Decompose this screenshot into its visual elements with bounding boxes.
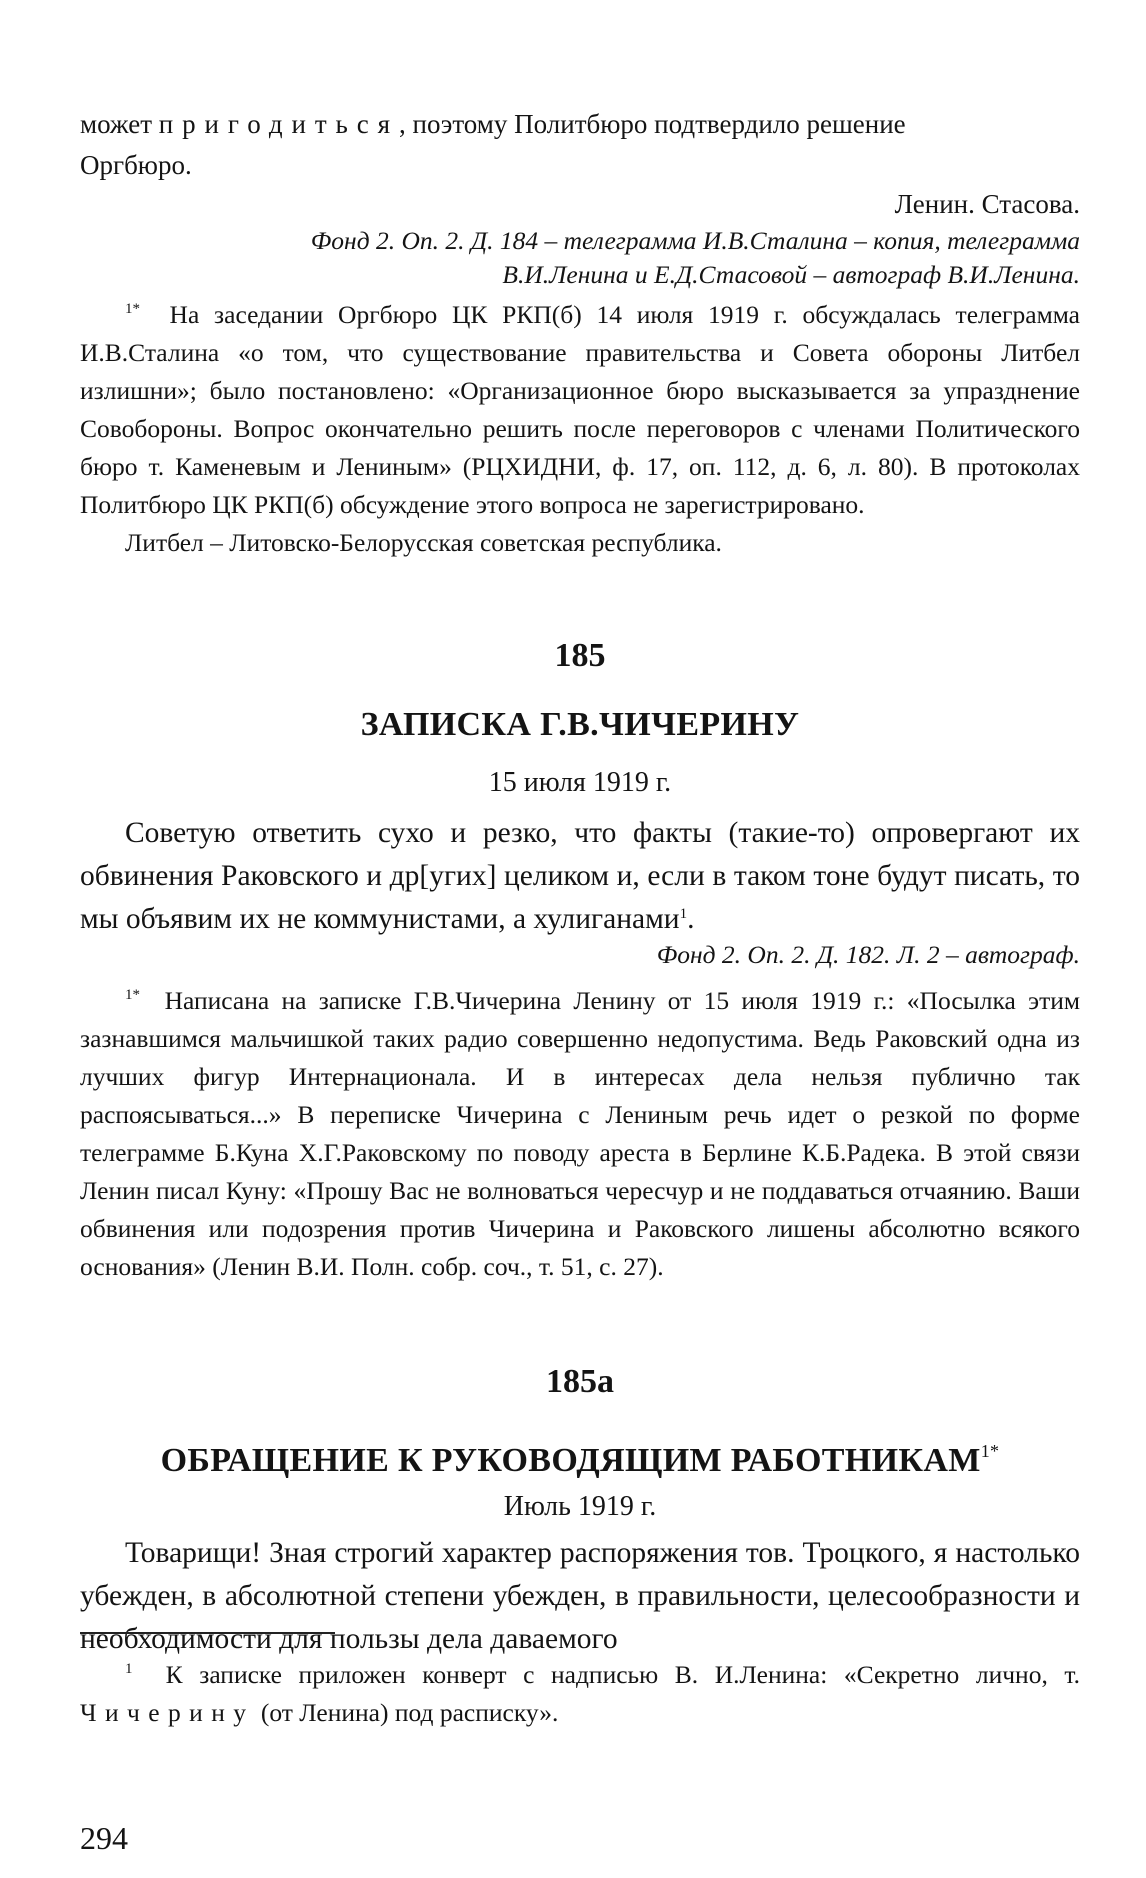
- note-marker: 1*: [125, 301, 140, 317]
- litbel-note: Литбел – Литовско-Белорусская советская республика.: [125, 528, 722, 557]
- endnote-prev: [80, 296, 1080, 562]
- footnote-marker: 1: [125, 1661, 133, 1677]
- footnote-divider: [80, 1632, 335, 1634]
- signature: Ленин. Стасова.: [894, 189, 1080, 219]
- doc-number-185a: 185а: [546, 1363, 614, 1400]
- endnote-185: [80, 982, 1080, 1286]
- archive-source-prev: Фонд 2. Оп. 2. Д. 184 – телеграмма И.В.Сталина – копия, телеграмма В.И.Ленина и Е.Д.Стасовой – автограф В.И.Ленина.: [310, 226, 1080, 289]
- doc-body-185a: Товарищи! Зная строгий характер распоряжения тов. Троцкого, я настолько убежден, в абсолютной степени убежден, в правильности, целесообразности и необходимости для пользы дела даваемого: [80, 1537, 1080, 1655]
- footnote-ref: 1: [679, 906, 688, 922]
- continuation-text: может пригодиться, поэтому Политбюро подтвердило решение Оргбюро.: [80, 109, 906, 180]
- doc-date-185: 15 июля 1919 г.: [488, 767, 672, 798]
- doc-date-185a: Июль 1919 г.: [503, 1491, 657, 1522]
- page-number: 294: [80, 1820, 128, 1856]
- book-page: [80, 0, 1080, 1878]
- doc-title-185a: ОБРАЩЕНИЕ К РУКОВОДЯЩИМ $РАБОТНИКАМ^{1*}$: [160, 1441, 1000, 1479]
- title-note-marker: 1*: [980, 1441, 1000, 1461]
- spaced-name: Чичерину: [80, 1698, 255, 1727]
- page-footnote: $^1$ К записке приложен конверт с надписью В. И.Ленина: «Секретно лично, т. Чичерину (от Ленина) под расписку».: [80, 1660, 1081, 1727]
- doc-title-185: ЗАПИСКА Г.В.ЧИЧЕРИНУ: [360, 706, 800, 743]
- spaced-word: пригодиться: [158, 109, 399, 139]
- doc-number-185: 185: [554, 637, 606, 674]
- doc-body-185: Советую ответить сухо и резко, что факты (такие-то) опровергают их обвинения Раковского и др[угих] целиком и, если в таком тоне будут писать, то мы объявим их не коммунистами, а хулиганами$^1$.: [80, 817, 1080, 935]
- archive-source-185: Фонд 2. Оп. 2. Д. 182. Л. 2 – автограф.: [656, 940, 1080, 969]
- note-text: На заседании Оргбюро ЦК РКП(б) 14 июля 1919 г. обсуждалась телеграмма И.В.Сталина «о том, что существование правительства и Совета обороны Литбел излишни»; было постановлено: «Организационное бюро высказывается за упразднение Совобороны. Вопрос окончательно решить после переговоров с членами Политического бюро т. Каменевым и Лениным» (РЦХИДНИ, ф. 17, оп. 112, д. 6, л. 80). В протоколах Политбюро ЦК РКП(б) обсуждение этого вопроса не зарегистрировано.: [80, 300, 1081, 519]
- note-text: Написана на записке Г.В.Чичерина Ленину от 15 июля 1919 г.: «Посылка этим зазнавшимся мальчишкой таких радио совершенно недопустима. Ведь Раковский одна из лучших фигур Интернационала. И в интересах дела нельзя публично так распоясываться...» В переписке Чичерина с Лениным речь идет о резкой по форме телеграмме Б.Куна Х.Г.Раковскому по поводу ареста в Берлине К.Б.Радека. В этой связи Ленин писал Куну: «Прошу Вас не волноваться чересчур и не поддаваться отчаянию. Ваши обвинения или подозрения против Чичерина и Раковского лишены абсолютно всякого основания» (Ленин В.И. Полн. собр. соч., т. 51, с. 27).: [80, 986, 1081, 1281]
- note-marker: 1*: [125, 987, 140, 1003]
